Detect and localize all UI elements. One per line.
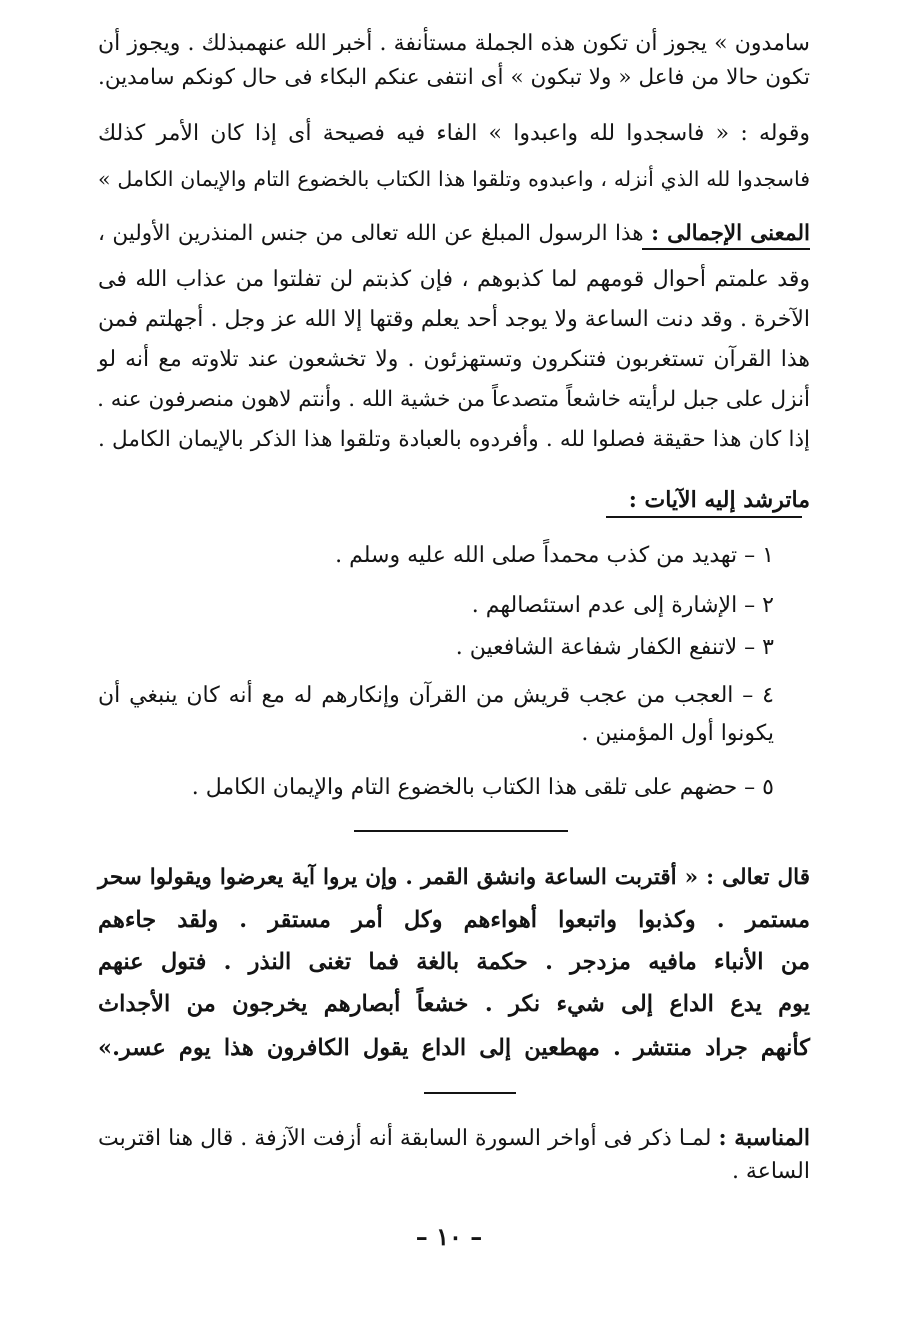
- summary-line: إذا كان هذا حقيقة فصلوا لله . وأفردوه بالعبادة وتلقوا هذا الذكر بالإيمان الكامل .: [98, 427, 810, 452]
- section-divider-short: [424, 1092, 516, 1094]
- guidance-heading: ماترشد إليه الآيات :: [628, 487, 810, 513]
- relation-line: لمـا ذكر فى أواخر السورة السابقة أنه أزفت الآزفة . قال هنا اقتربت: [98, 1126, 712, 1151]
- guidance-item: ٢ – الإشارة إلى عدم استئصالهم .: [471, 593, 774, 618]
- intro-line: سامدون » يجوز أن تكون هذه الجملة مستأنفة . أخبر الله عنهمبذلك . ويجوز أن: [98, 31, 810, 56]
- summary-first-line: [98, 218, 810, 250]
- verse-first-line: [98, 862, 810, 894]
- summary-heading: المعنى الإجمالى :: [651, 221, 810, 246]
- section-divider: [354, 830, 568, 832]
- page-number: – ١٠ –: [415, 1222, 483, 1251]
- guidance-item: ٥ – حضهم على تلقى هذا الكتاب بالخضوع التام والإيمان الكامل .: [191, 775, 774, 800]
- verse-line: « أقتربت الساعة وانشق القمر . وإن يروا آية يعرضوا ويقولوا سحر: [98, 865, 699, 890]
- verse-line: من الأنباء مافيه مزدجر . حكمة بالغة فما تغنى النذر . فتول عنهم: [98, 949, 810, 975]
- guidance-item: ٤ – العجب من عجب قريش من القرآن وإنكارهم له مع أنه كان ينبغي أن: [98, 683, 774, 708]
- verse-line: يوم يدع الداع إلى شيء نكر . خشعاً أبصارهم يخرجون من الأجداث: [98, 991, 810, 1017]
- verse-line: كأنهم جراد منتشر . مهطعين إلى الداع يقول الكافرون هذا يوم عسر.»: [98, 1035, 810, 1061]
- guidance-item-continued: يكونوا أول المؤمنين .: [581, 721, 774, 746]
- summary-line: الآخرة . وقد دنت الساعة ولا يوجد أحد يعلم وقتها إلا الله عز وجل . أجهلتم فمن: [98, 307, 810, 332]
- guidance-item: ١ – تهديد من كذب محمداً صلى الله عليه وسلم .: [335, 543, 774, 568]
- relation-line: الساعة .: [731, 1159, 810, 1184]
- intro-line: تكون حالا من فاعل « ولا تبكون » أى انتفى عنكم البكاء فى حال كونكم سامدين.: [98, 65, 810, 90]
- summary-line: هذا القرآن تستغربون فتنكرون وتستهزئون . ولا تخشعون عند تلاوته مع أنه لو: [98, 347, 810, 372]
- relation-heading: المناسبة :: [718, 1125, 810, 1151]
- summary-line: هذا الرسول المبلغ عن الله تعالى من جنس المنذرين الأولين ،: [98, 221, 644, 246]
- summary-heading-underline: [642, 248, 810, 250]
- summary-line: أنزل على جبل لرأيته خاشعاً متصدعاً من خشية الله . وأنتم لاهون منصرفون عنه .: [97, 387, 810, 412]
- summary-line: وقد علمتم أحوال قومهم لما كذبوهم ، فإن كذبتم لن تفلتوا من عذاب الله فى: [98, 267, 811, 292]
- intro-line: فاسجدوا لله الذي أنزله ، واعبدوه وتلقوا هذا الكتاب بالخضوع التام والإيمان الكامل »: [98, 167, 810, 191]
- verse-line: مستمر . وكذبوا واتبعوا أهواءهم وكل أمر مستقر . ولقد جاءهم: [98, 907, 810, 933]
- guidance-heading-underline: [606, 516, 802, 518]
- guidance-item: ٣ – لاتنفع الكفار شفاعة الشافعين .: [455, 635, 774, 660]
- intro-line: وقوله : « فاسجدوا لله واعبدوا » الفاء فيه فصيحة أى إذا كان الأمر كذلك: [98, 121, 810, 146]
- verse-lead: قال تعالى :: [706, 865, 810, 890]
- relation-first-line: [98, 1122, 810, 1154]
